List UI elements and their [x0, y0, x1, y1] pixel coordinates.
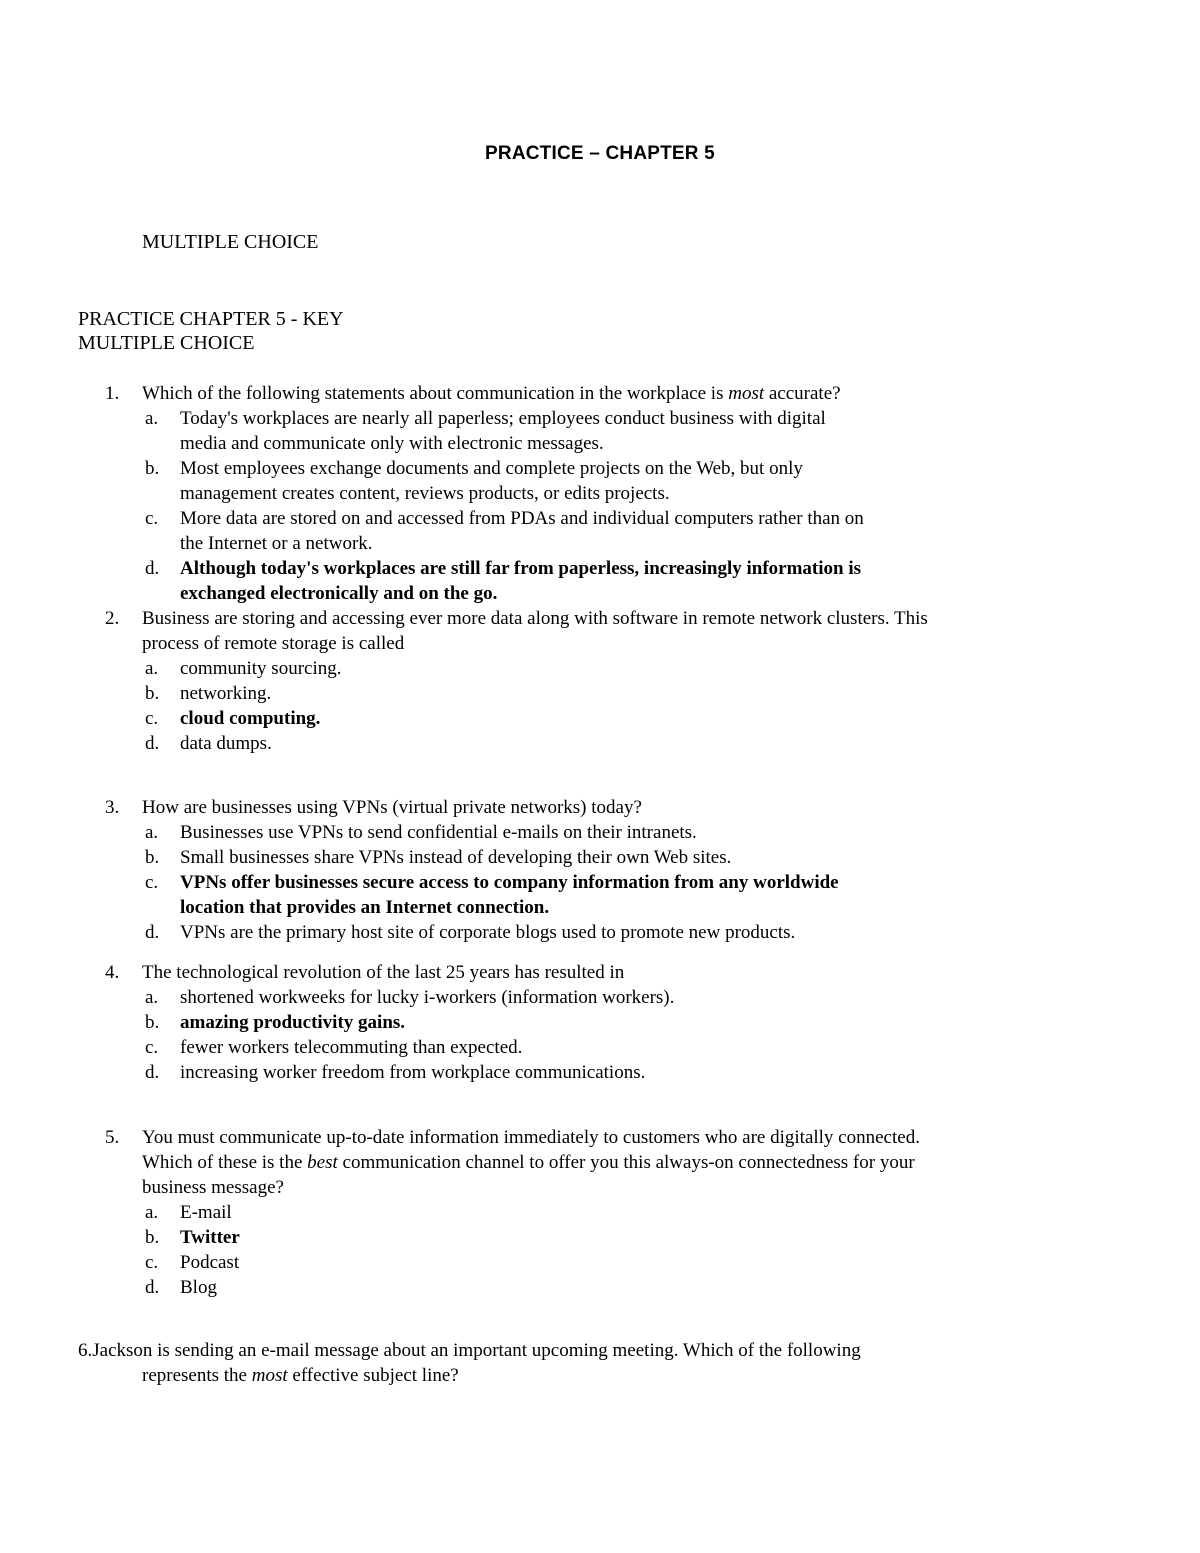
- option-d: [0, 1275, 1200, 1300]
- question-2: [0, 606, 1200, 756]
- option-letter: b.: [145, 1227, 160, 1248]
- option-letter: a.: [145, 658, 159, 679]
- option-c: [0, 506, 1200, 556]
- question-1: [0, 381, 1200, 606]
- answer-text: VPNs offer businesses secure access to company information from any worldwide location that provides an Internet connection.: [180, 872, 839, 918]
- option-a: [0, 985, 1200, 1010]
- question-6-continuation: represents the most effective subject line?: [142, 1365, 459, 1386]
- option-text: Most employees exchange documents and complete projects on the Web, but only management creates content, reviews products, or edits projects.: [180, 458, 803, 504]
- question-5: [0, 1125, 1200, 1300]
- page-title: PRACTICE – CHAPTER 5: [485, 143, 715, 164]
- option-text: Businesses use VPNs to send confidential e-mails on their intranets.: [180, 822, 697, 843]
- option-text: fewer workers telecommuting than expected.: [180, 1037, 523, 1058]
- option-b: [0, 845, 1200, 870]
- question-number: 5.: [105, 1127, 120, 1148]
- option-letter: c.: [145, 508, 159, 529]
- option-d: [0, 1060, 1200, 1085]
- option-text: Today's workplaces are nearly all paperless; employees conduct business with digital media and communicate only with electronic messages.: [180, 408, 826, 454]
- option-letter: a.: [145, 1202, 159, 1223]
- option-b-answer: [0, 1010, 1200, 1035]
- option-letter: d.: [145, 922, 160, 943]
- option-text: Blog: [180, 1277, 217, 1298]
- option-d-answer: [0, 556, 1200, 606]
- question-text: Which of the following statements about communication in the workplace is most accurate?: [142, 383, 841, 404]
- option-letter: d.: [145, 733, 160, 754]
- option-letter: a.: [145, 987, 159, 1008]
- option-text: community sourcing.: [180, 658, 342, 679]
- option-letter: d.: [145, 1062, 160, 1083]
- option-b: [0, 681, 1200, 706]
- option-c: [0, 1035, 1200, 1060]
- option-b: [0, 456, 1200, 506]
- option-a: [0, 820, 1200, 845]
- option-letter: c.: [145, 872, 159, 893]
- option-letter: c.: [145, 1252, 159, 1273]
- option-b-answer: [0, 1225, 1200, 1250]
- option-letter: b.: [145, 847, 160, 868]
- question-text: You must communicate up-to-date information immediately to customers who are digitally connected. Which of these is the best communication channel to offer you this always-on connectedness for your business message?: [142, 1127, 920, 1198]
- question-4: [0, 960, 1200, 1085]
- option-text: increasing worker freedom from workplace communications.: [180, 1062, 646, 1083]
- option-text: More data are stored on and accessed from PDAs and individual computers rather than on the Internet or a network.: [180, 508, 864, 554]
- option-a: [0, 656, 1200, 681]
- option-c-answer: [0, 706, 1200, 731]
- option-d: [0, 731, 1200, 756]
- option-d: [0, 920, 1200, 945]
- option-c-answer: [0, 870, 1200, 920]
- option-letter: a.: [145, 822, 159, 843]
- option-c: [0, 1250, 1200, 1275]
- question-number: 4.: [105, 962, 120, 983]
- option-text: E-mail: [180, 1202, 232, 1223]
- option-text: VPNs are the primary host site of corporate blogs used to promote new products.: [180, 922, 796, 943]
- question-number: 1.: [105, 383, 120, 404]
- option-letter: a.: [145, 408, 159, 429]
- option-letter: b.: [145, 458, 160, 479]
- option-letter: b.: [145, 1012, 160, 1033]
- question-text: The technological revolution of the last 25 years has resulted in: [142, 962, 625, 983]
- option-text: Small businesses share VPNs instead of developing their own Web sites.: [180, 847, 732, 868]
- option-text: networking.: [180, 683, 272, 704]
- option-letter: b.: [145, 683, 160, 704]
- answer-text: Twitter: [180, 1227, 240, 1248]
- key-heading: PRACTICE CHAPTER 5 - KEY: [78, 308, 344, 330]
- question-text: Business are storing and accessing ever more data along with software in remote network clusters. This process of remote storage is called: [142, 608, 928, 654]
- option-a: [0, 406, 1200, 456]
- option-text: data dumps.: [180, 733, 272, 754]
- question-number: 2.: [105, 608, 120, 629]
- section-heading: MULTIPLE CHOICE: [142, 231, 319, 253]
- question-number: 3.: [105, 797, 120, 818]
- option-text: shortened workweeks for lucky i-workers (information workers).: [180, 987, 675, 1008]
- answer-text: amazing productivity gains.: [180, 1012, 406, 1033]
- answer-text: cloud computing.: [180, 708, 321, 729]
- option-a: [0, 1200, 1200, 1225]
- option-text: Podcast: [180, 1252, 240, 1273]
- question-text: How are businesses using VPNs (virtual private networks) today?: [142, 797, 642, 818]
- option-letter: d.: [145, 558, 160, 579]
- option-letter: c.: [145, 708, 159, 729]
- option-letter: c.: [145, 1037, 159, 1058]
- question-3: [0, 795, 1200, 945]
- key-subheading: MULTIPLE CHOICE: [78, 332, 255, 354]
- option-letter: d.: [145, 1277, 160, 1298]
- answer-text: Although today's workplaces are still far from paperless, increasingly information is exchanged electronically and on the go.: [180, 558, 862, 604]
- question-6-text: 6.Jackson is sending an e-mail message about an important upcoming meeting. Which of the following: [78, 1340, 861, 1361]
